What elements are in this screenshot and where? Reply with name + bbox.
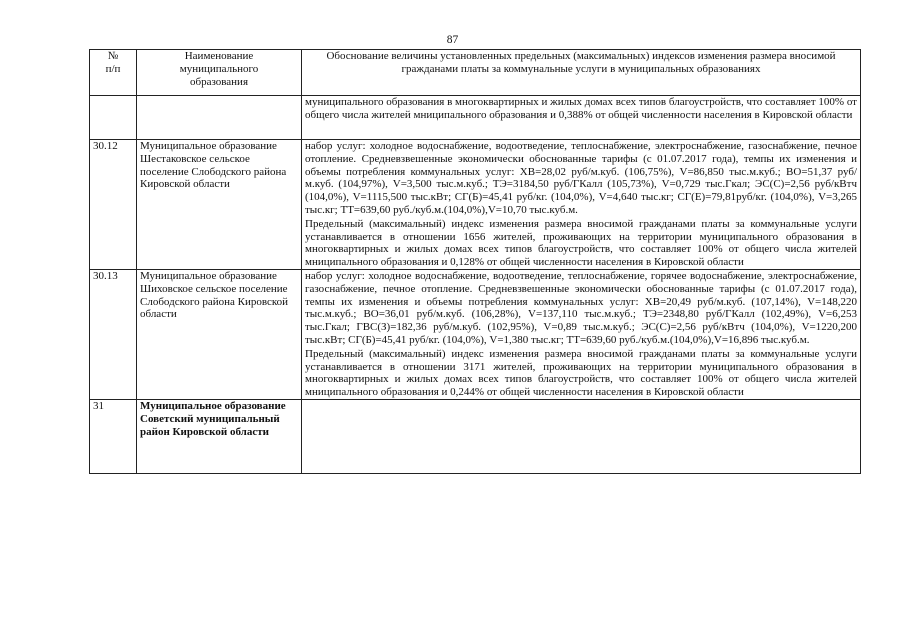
header-num: № п/п — [90, 50, 137, 96]
reason-text: муниципального образования в многоквартирных и жилых домах всех типов благоустройств, что составляет 100% от общего числа жителей мниципального образования и 0,388% от общей численности населения в Кировской области — [305, 96, 857, 121]
row-num — [90, 96, 137, 140]
limit-index-text: Предельный (максимальный) индекс изменения размера вносимой гражданами платы за коммунальные услуги устанавливается в отношении 1656 жителей, проживающих на территории муниципального образования в многоквартирных и жилых домах всех типов благоустройств, что составляет 100% от общего числа жителей мниципального образования и 0,128% от общей численности населения в Кировской области — [305, 217, 857, 269]
table-row — [90, 269, 861, 399]
row-num: 31 — [90, 399, 137, 473]
row-num: 30.12 — [90, 140, 137, 270]
row-name: Муниципальное образование Шиховское сельское поселение Слободского района Кировской области — [137, 269, 302, 399]
limit-index-text: Предельный (максимальный) индекс изменения размера вносимой гражданами платы за коммунальные услуги устанавливается в отношении 3171 жителей, проживающих на территории муниципального образования в многоквартирных и жилых домах всех типов благоустройств, что составляет 100% от общего числа жителей мниципального образования и 0,244% от общей численности населения в Кировской области — [305, 347, 857, 399]
table-row — [90, 96, 861, 140]
row-name: Муниципальное образование Советский муниципальный район Кировской области — [137, 399, 302, 473]
table-row — [90, 399, 861, 473]
row-reason — [302, 96, 861, 140]
row-name — [137, 96, 302, 140]
services-text: набор услуг: холодное водоснабжение, водоотведение, теплоснабжение, горячее водоснабжение, электроснабжение, газоснабжение, печное отопление. Средневзвешенные экономически обоснованные тарифы (с 01.07.2017 года), темпы их изменения и объемы потребления коммунальных услуг: ХВ=20,49 руб/м.куб. (107,14%), V=148,220 тыс.м.куб.; ВО=36,01 руб/м.куб. (106,28%), V=137,110 тыс.м.куб.; ТЭ=2348,80 руб/ГКалл (102,49%), V=6,253 тыс.Гкал; ГВС(З)=182,36 руб/м.куб. (102,95%), V=0,89 тыс.м.куб.; ЭС(С)=2,56 руб/кВтч (104,0%), V=1220,200 тыс.кВт; СГ(Б)=45,41 руб/кг. (104,0%), V=1,380 тыс.кг; ТТ=639,60 руб./куб.м.(104,0%),V=16,896 тыс.куб.м. — [305, 269, 857, 346]
header-name: Наименование муниципального образования — [137, 50, 302, 96]
services-text: набор услуг: холодное водоснабжение, водоотведение, теплоснабжение, электроснабжение, газоснабжение, печное отопление. Средневзвешенные экономически обоснованные тарифы (с 01.07.2017 года), темпы их изменения и объемы потребления коммунальных услуг: ХВ=28,02 руб/м.куб. (106,75%), V=86,850 тыс.м.куб.; ВО=51,37 руб/м.куб. (104,97%), V=3,500 тыс.м.куб.; ТЭ=3184,50 руб/ГКалл (105,73%), V=0,729 тыс.Гкал; ЭС(С)=2,56 руб/кВтч (104,0%), V=1115,500 тыс.кВт; СГ(Б)=45,41 руб/кг. (104,0%), V=4,640 тыс.кг; СГ(Е)=79,81руб/кг. (104,0%), V=3,265 тыс.кг; ТТ=639,60 руб./куб.м.(104,0%),V=10,70 тыс.куб.м. — [305, 140, 857, 216]
row-reason — [302, 140, 861, 270]
tariff-table — [89, 49, 861, 474]
page-number: 87 — [446, 34, 459, 46]
row-name: Муниципальное образование Шестаковское сельское поселение Слободского района Кировской области — [137, 140, 302, 270]
table-row — [90, 140, 861, 270]
table-header-row — [90, 50, 861, 96]
row-num: 30.13 — [90, 269, 137, 399]
row-reason — [302, 399, 861, 473]
header-reason: Обоснование величины установленных предельных (максимальных) индексов изменения размера вносимой гражданами платы за коммунальные услуги в муниципальных образованиях — [302, 50, 861, 96]
row-reason — [302, 269, 861, 399]
